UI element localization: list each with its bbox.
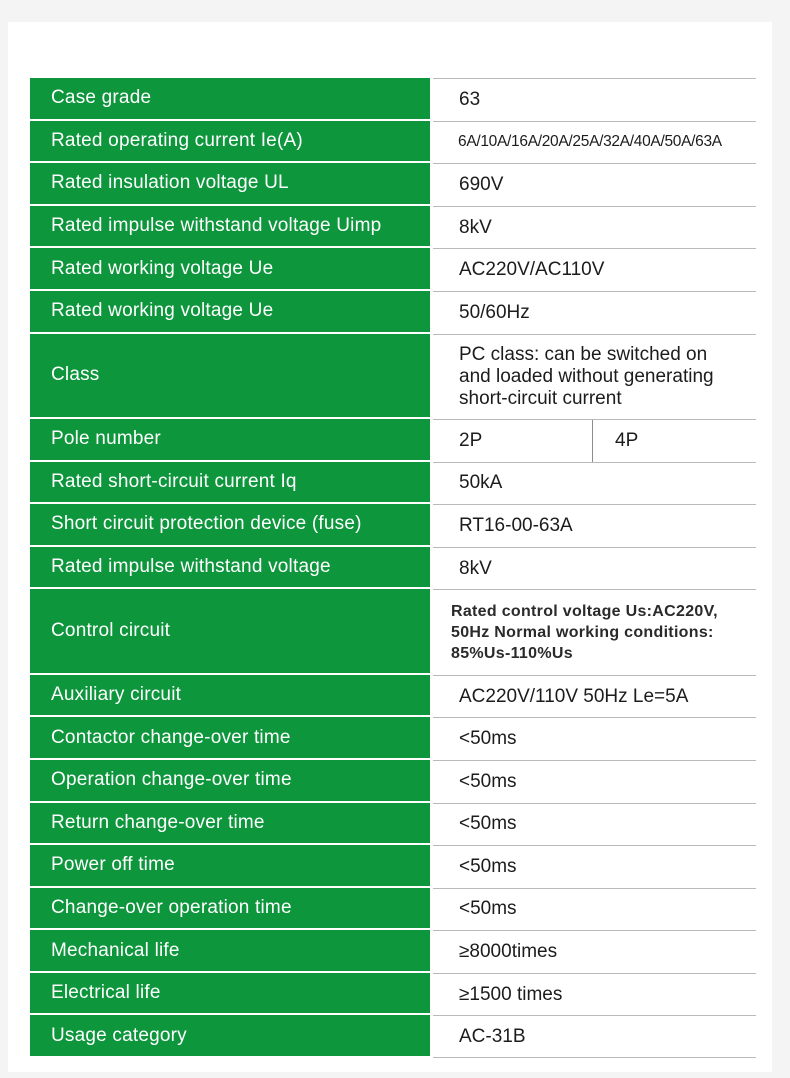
spec-value: RT16-00-63A: [433, 504, 756, 547]
pole-option-2p: 2P: [433, 420, 593, 462]
spec-row-operation-changeover: [30, 760, 756, 803]
spec-row-short-circuit-current: [30, 462, 756, 505]
spec-row-mechanical-life: [30, 930, 756, 973]
spec-value: 8kV: [433, 206, 756, 249]
spec-table: [30, 78, 756, 1058]
spec-value: <50ms: [433, 845, 756, 888]
spec-row-class: [30, 334, 756, 419]
spec-card: [8, 22, 772, 1072]
spec-row-rated-operating-current: [30, 121, 756, 164]
spec-value: 8kV: [433, 547, 756, 590]
spec-label: Class: [30, 334, 430, 419]
spec-value: 50/60Hz: [433, 291, 756, 334]
spec-value: AC220V/110V 50Hz Le=5A: [433, 675, 756, 718]
spec-label: Mechanical life: [30, 930, 430, 973]
pole-option-4p: 4P: [615, 429, 639, 451]
spec-value: <50ms: [433, 803, 756, 846]
spec-row-impulse-withstand-uimp: [30, 206, 756, 249]
spec-row-impulse-withstand: [30, 547, 756, 590]
spec-row-control-circuit: [30, 589, 756, 674]
spec-value: 63: [433, 78, 756, 121]
spec-value: AC220V/AC110V: [433, 248, 756, 291]
spec-label: Pole number: [30, 419, 430, 462]
spec-value: <50ms: [433, 888, 756, 931]
spec-value: 6A/10A/16A/20A/25A/32A/40A/50A/63A: [433, 121, 756, 164]
spec-label: Case grade: [30, 78, 430, 121]
spec-label: Control circuit: [30, 589, 430, 674]
spec-value: PC class: can be switched on and loaded without generating short-circuit current: [433, 334, 756, 419]
spec-label: Power off time: [30, 845, 430, 888]
spec-row-electrical-life: [30, 973, 756, 1016]
spec-value: <50ms: [433, 717, 756, 760]
spec-label: Rated working voltage Ue: [30, 248, 430, 291]
spec-row-power-off-time: [30, 845, 756, 888]
spec-value-split: [433, 419, 756, 462]
spec-label: Short circuit protection device (fuse): [30, 504, 430, 547]
spec-label: Rated working voltage Ue: [30, 291, 430, 334]
spec-value: 690V: [433, 163, 756, 206]
spec-row-auxiliary-circuit: [30, 675, 756, 718]
spec-label: Return change-over time: [30, 803, 430, 846]
spec-row-case-grade: [30, 78, 756, 121]
spec-row-usage-category: [30, 1015, 756, 1058]
spec-label: Operation change-over time: [30, 760, 430, 803]
spec-label: Auxiliary circuit: [30, 675, 430, 718]
spec-row-protection-device: [30, 504, 756, 547]
spec-label: Rated impulse withstand voltage Uimp: [30, 206, 430, 249]
spec-value: <50ms: [433, 760, 756, 803]
spec-row-changeover-operation: [30, 888, 756, 931]
spec-value: 50kA: [433, 462, 756, 505]
spec-row-return-changeover: [30, 803, 756, 846]
spec-row-contactor-changeover: [30, 717, 756, 760]
spec-label: Change-over operation time: [30, 888, 430, 931]
spec-row-working-voltage: [30, 248, 756, 291]
spec-label: Rated impulse withstand voltage: [30, 547, 430, 590]
spec-row-pole-number: [30, 419, 756, 462]
spec-label: Rated short-circuit current Iq: [30, 462, 430, 505]
spec-label: Electrical life: [30, 973, 430, 1016]
spec-label: Rated operating current Ie(A): [30, 121, 430, 164]
spec-value: ≥1500 times: [433, 973, 756, 1016]
spec-row-working-frequency: [30, 291, 756, 334]
spec-label: Rated insulation voltage UL: [30, 163, 430, 206]
spec-value: Rated control voltage Us:AC220V, 50Hz Normal working conditions: 85%Us-110%Us: [433, 589, 756, 674]
spec-label: Contactor change-over time: [30, 717, 430, 760]
spec-value: ≥8000times: [433, 930, 756, 973]
spec-row-insulation-voltage: [30, 163, 756, 206]
spec-value: AC-31B: [433, 1015, 756, 1058]
spec-label: Usage category: [30, 1015, 430, 1058]
